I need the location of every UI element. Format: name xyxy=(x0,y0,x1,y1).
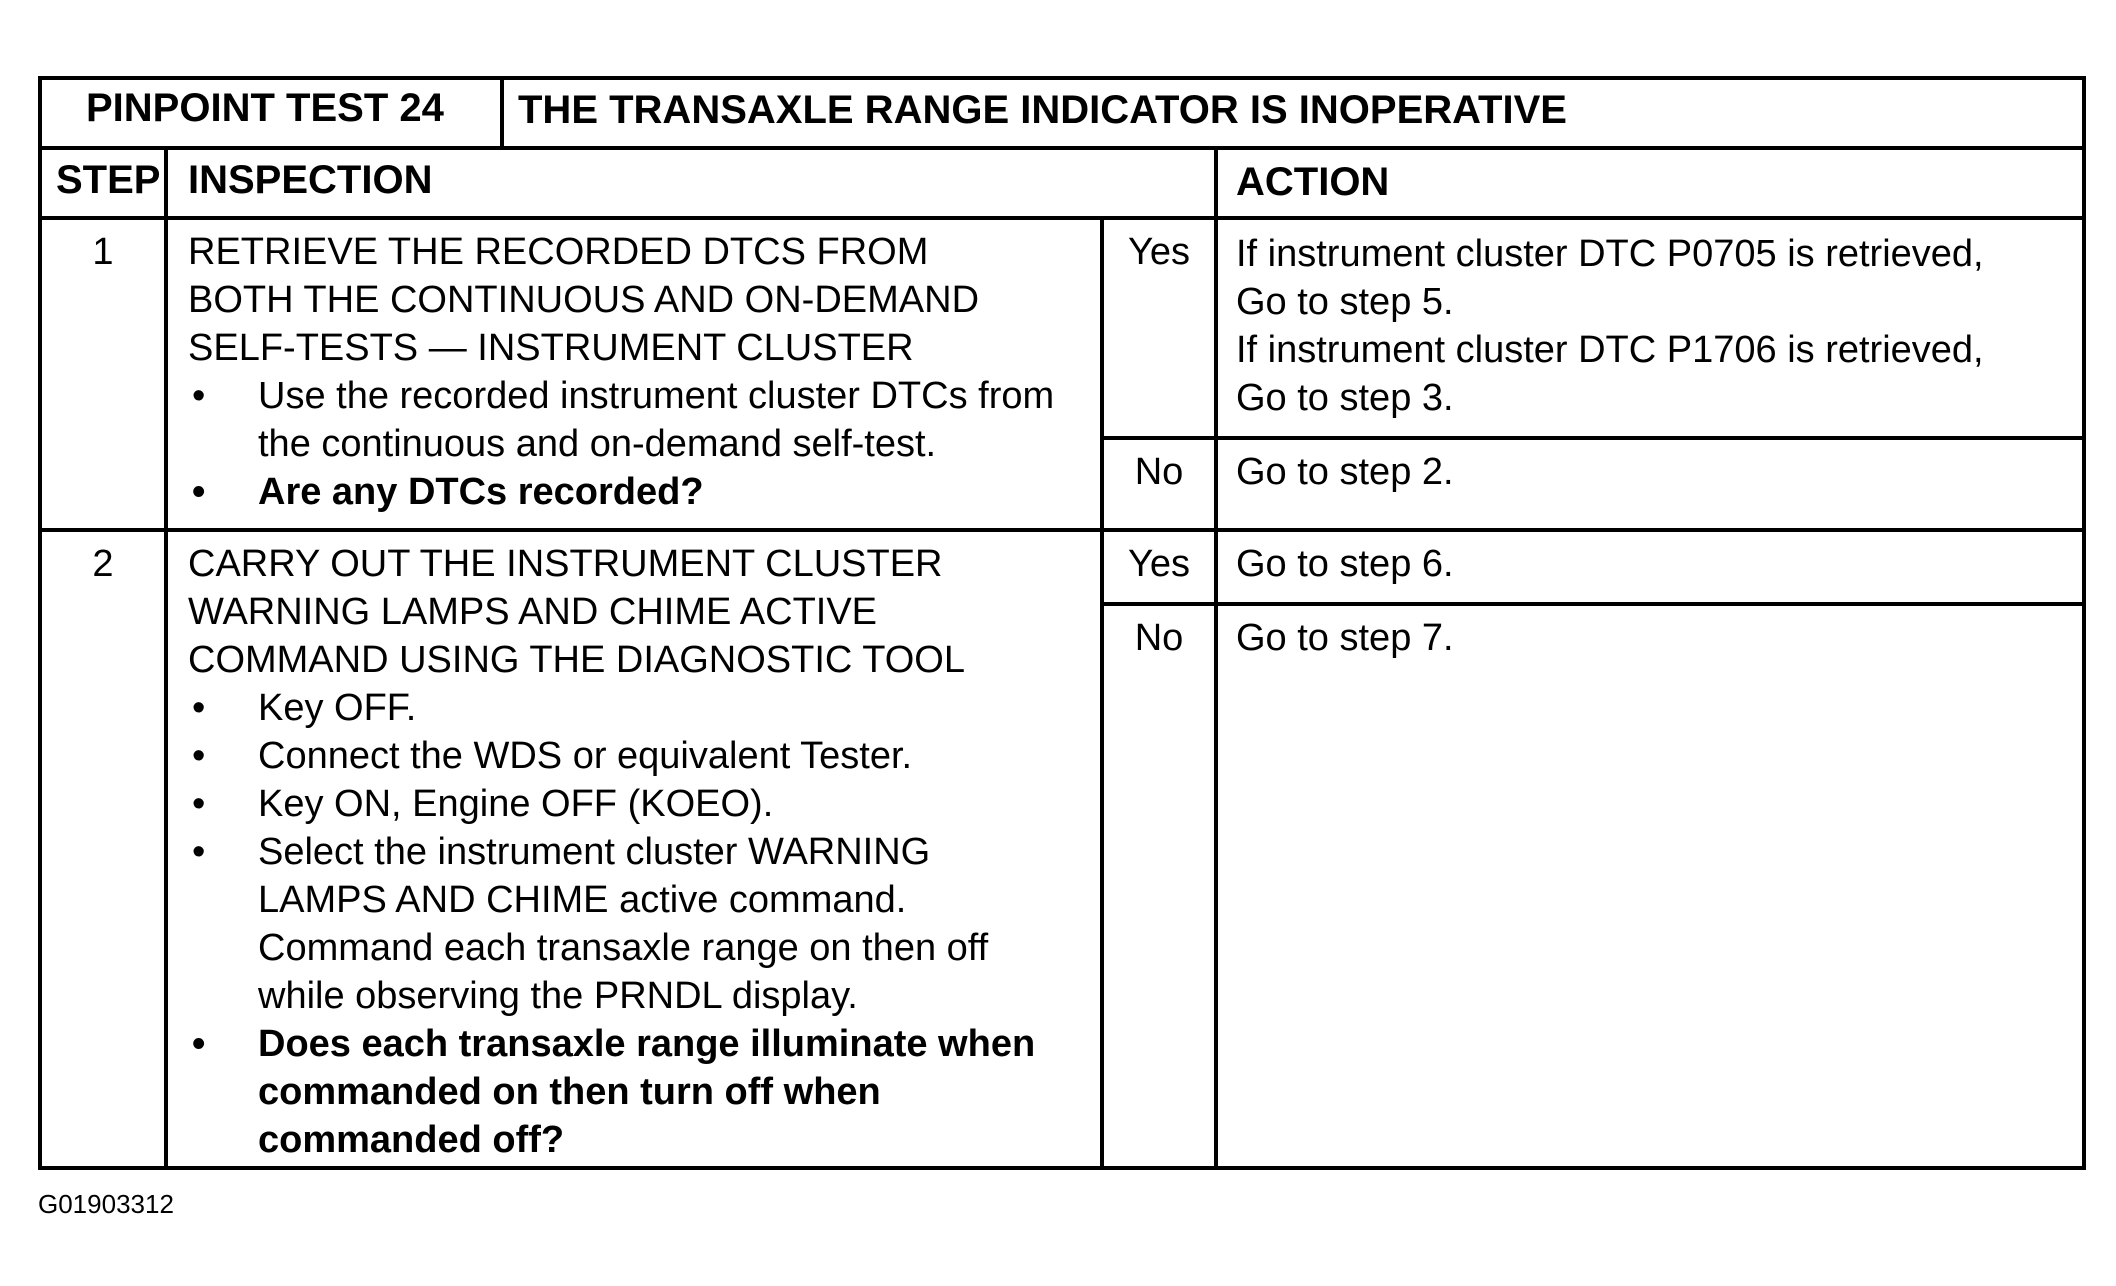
inspection-heading-line: COMMAND USING THE DIAGNOSTIC TOOL xyxy=(188,639,965,681)
no-action: Go to step 7. xyxy=(1236,617,1454,659)
inspection-question: • Are any DTCs recorded? xyxy=(188,468,1068,516)
inspection-heading-line: RETRIEVE THE RECORDED DTCS FROM xyxy=(188,231,929,273)
test-title: THE TRANSAXLE RANGE INDICATOR IS INOPERATIVE xyxy=(518,88,1567,132)
column-header-action: ACTION xyxy=(1236,160,1390,204)
no-label: No xyxy=(1134,451,1184,493)
no-action: Go to step 2. xyxy=(1236,451,1454,493)
inspection-bullets xyxy=(188,684,1068,1164)
inspection-question: • Does each transaxle range illuminate when commanded on then turn off when commanded off? xyxy=(188,1020,1068,1164)
rule-step-col xyxy=(164,146,168,1166)
rule-header-bottom xyxy=(42,146,2082,150)
action-line: If instrument cluster DTC P1706 is retrieved, xyxy=(1236,329,1984,371)
inspection-bullets xyxy=(188,372,1068,516)
column-header-step: STEP xyxy=(56,158,161,202)
action-line: Go to step 5. xyxy=(1236,281,1454,323)
rule-step1-bottom xyxy=(42,528,2082,532)
no-label: No xyxy=(1134,617,1184,659)
inspection-bullet: • Key OFF. xyxy=(188,684,1068,732)
test-label: PINPOINT TEST 24 xyxy=(86,86,444,130)
inspection-heading-line: SELF-TESTS — INSTRUMENT CLUSTER xyxy=(188,327,914,369)
rule-columns-bottom xyxy=(42,216,2082,220)
inspection-heading-line: CARRY OUT THE INSTRUMENT CLUSTER xyxy=(188,543,943,585)
rule-yesno-col xyxy=(1100,216,1104,1166)
step-number: 1 xyxy=(92,231,114,273)
yes-action xyxy=(1236,230,2076,422)
rule-header-divider xyxy=(500,80,504,146)
rule-step1-yes-bottom xyxy=(1100,436,2082,440)
action-line: Go to step 3. xyxy=(1236,377,1454,419)
inspection-heading-line: WARNING LAMPS AND CHIME ACTIVE xyxy=(188,591,878,633)
step-number: 2 xyxy=(92,543,114,585)
figure-id: G01903312 xyxy=(38,1189,174,1219)
yes-label: Yes xyxy=(1128,543,1190,585)
inspection-heading-line: BOTH THE CONTINUOUS AND ON-DEMAND xyxy=(188,279,980,321)
step-inspection xyxy=(188,540,1088,1164)
pinpoint-test-table xyxy=(38,76,2086,1170)
action-line: If instrument cluster DTC P0705 is retrieved, xyxy=(1236,233,1984,275)
rule-step2-yes-bottom xyxy=(1100,602,2082,606)
yes-action: Go to step 6. xyxy=(1236,543,1454,585)
inspection-bullet: • Select the instrument cluster WARNING LAMPS AND CHIME active command. Command each transaxle range on then off while observing the PRNDL display. xyxy=(188,828,1068,1020)
column-header-inspection: INSPECTION xyxy=(188,158,433,202)
inspection-bullet: • Key ON, Engine OFF (KOEO). xyxy=(188,780,1068,828)
yes-label: Yes xyxy=(1128,231,1190,273)
inspection-bullet: • Use the recorded instrument cluster DTCs from the continuous and on-demand self-test. xyxy=(188,372,1068,468)
step-inspection xyxy=(188,228,1088,516)
inspection-bullet: • Connect the WDS or equivalent Tester. xyxy=(188,732,1068,780)
rule-action-col xyxy=(1214,146,1218,1166)
